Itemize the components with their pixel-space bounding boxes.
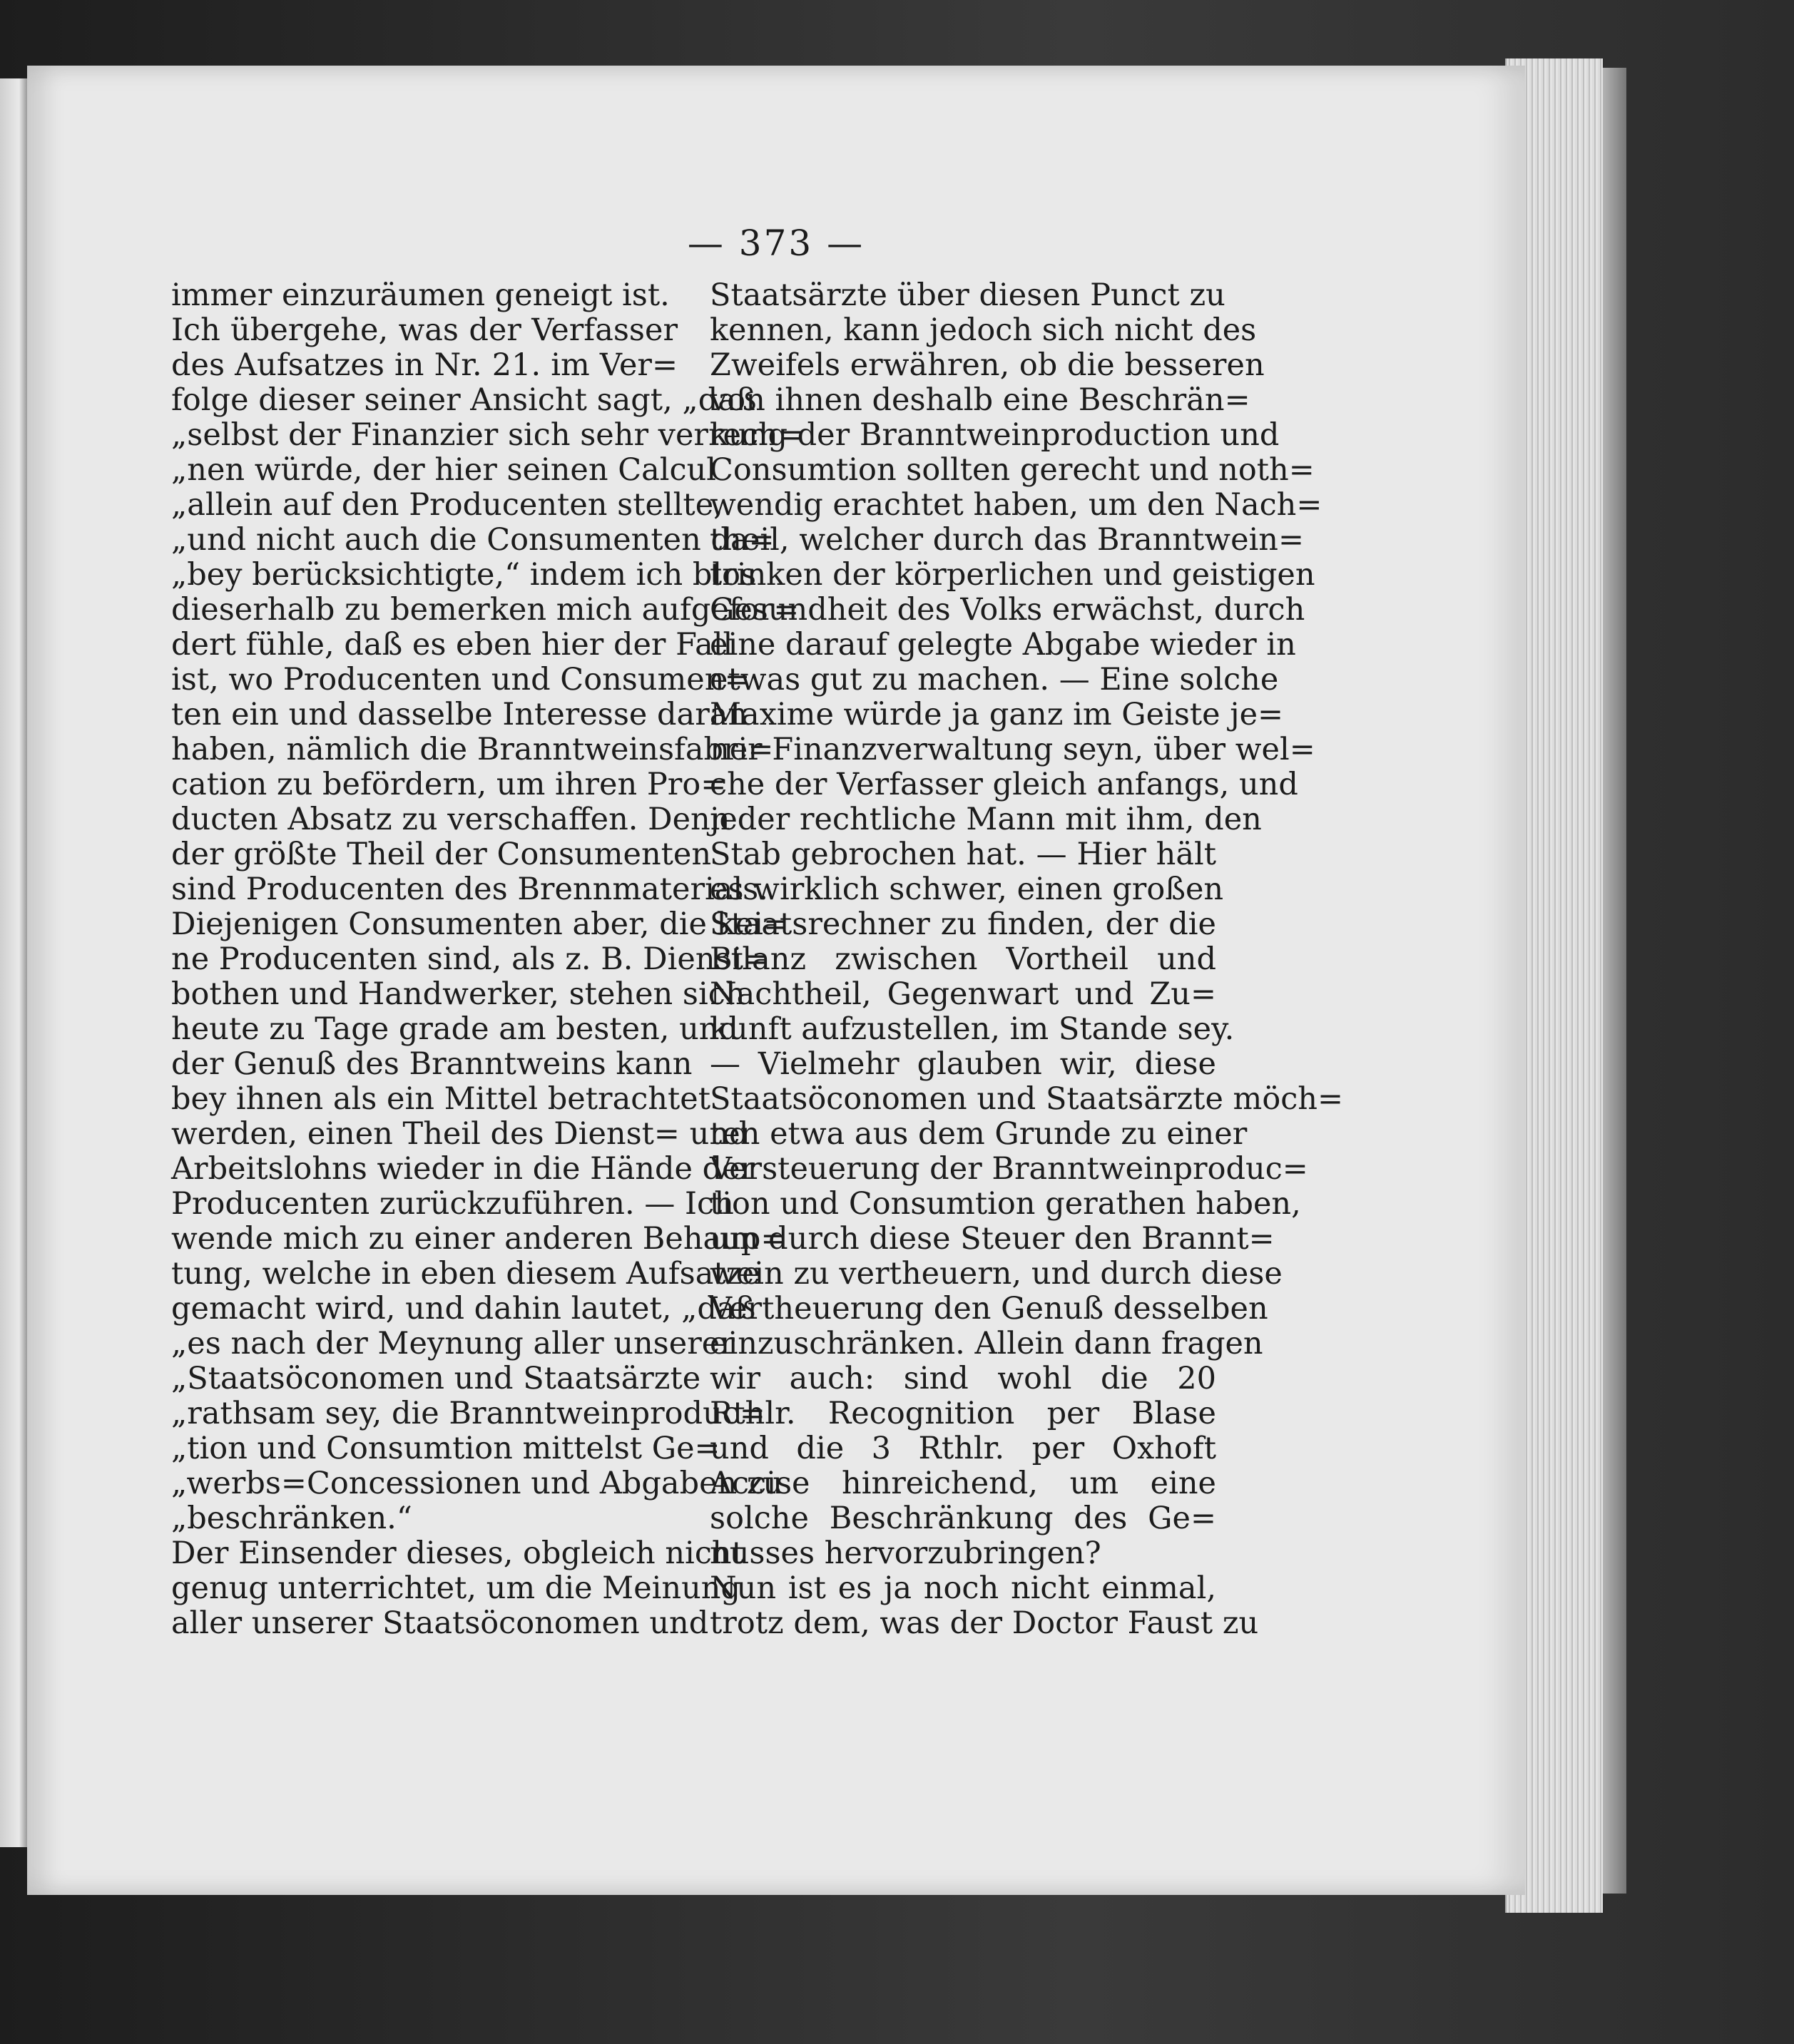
text-line: Staatsöconomen und Staatsärzte möch= [710,1081,1344,1117]
text-line: bothen und Handwerker, stehen sich [171,976,745,1012]
text-line: wende mich zu einer anderen Behaup= [171,1221,787,1257]
facing-page-edge [0,78,29,1847]
text-line: der größte Theil der Consumenten [171,837,712,872]
text-line: „nen würde, der hier seinen Calcul [171,452,717,488]
text-line: „allein auf den Producenten stellte, [171,487,723,523]
text-line: aller unserer Staatsöconomen und [171,1605,709,1641]
text-line: ner Finanzverwaltung seyn, über wel= [710,732,1315,767]
text-line: Gesundheit des Volks erwächst, durch [710,592,1305,628]
text-line: theil, welcher durch das Branntwein= [710,522,1305,558]
text-line: Nun ist es ja noch nicht einmal, [710,1570,1216,1606]
text-line: tung, welche in eben diesem Aufsatze [171,1256,760,1292]
text-line: Versteuerung der Branntweinproduc= [710,1151,1308,1187]
text-line: Diejenigen Consumenten aber, die kei= [171,906,789,942]
text-line: „werbs=Concessionen und Abgaben zu [171,1466,783,1501]
text-line: kung der Branntweinproduction und [710,417,1280,453]
text-line: „beschränken.“ [171,1501,412,1536]
text-line: um durch diese Steuer den Brannt= [710,1221,1275,1257]
text-line: wendig erachtet haben, um den Nach= [710,487,1322,523]
text-line: haben, nämlich die Branntweinsfabri= [171,732,774,767]
text-line: jeder rechtliche Mann mit ihm, den [710,802,1262,837]
text-line: Consumtion sollten gerecht und noth= [710,452,1315,488]
text-line: Ich übergehe, was der Verfasser [171,312,678,348]
text-line: Staatsärzte über diesen Punct zu [710,277,1225,313]
right-text-column [710,277,1344,1641]
text-line: Nachtheil, Gegenwart und Zu= [710,976,1216,1012]
text-line: „und nicht auch die Consumenten da= [171,522,775,558]
text-line: ist, wo Producenten und Consumen= [171,662,750,697]
text-line: dieserhalb zu bemerken mich aufgefor= [171,592,800,628]
text-line: ten etwa aus dem Grunde zu einer [710,1116,1248,1152]
text-line: Producenten zurückzuführen. — Ich [171,1186,734,1222]
text-line: „es nach der Meynung aller unserer [171,1326,735,1361]
text-line: „rathsam sey, die Branntweinproduc= [171,1396,765,1431]
text-line: Rthlr. Recognition per Blase [710,1396,1216,1431]
text-line: nusses hervorzubringen? [710,1535,1101,1571]
text-line: wir auch: sind wohl die 20 [710,1361,1216,1396]
text-line: ducten Absatz zu verschaffen. Denn [171,802,730,837]
text-line: etwas gut zu machen. — Eine solche [710,662,1279,697]
text-line: Stab gebrochen hat. — Hier hält [710,837,1216,872]
text-line: Arbeitslohns wieder in die Hände der [171,1151,755,1187]
text-line: trotz dem, was der Doctor Faust zu [710,1605,1259,1641]
text-line: ten ein und dasselbe Interesse daran [171,697,748,732]
text-line: „bey berücksichtigte,“ indem ich blos [171,557,757,593]
text-line: trinken der körperlichen und geistigen [710,557,1315,593]
text-line: einzuschränken. Allein dann fragen [710,1326,1263,1361]
text-line: sind Producenten des Brennmaterials. [171,872,768,907]
text-line: solche Beschränkung des Ge= [710,1501,1216,1536]
text-line: genug unterrichtet, um die Meinung [171,1570,741,1606]
text-line: bey ihnen als ein Mittel betrachtet [171,1081,711,1117]
text-line: es wirklich schwer, einen großen [710,872,1224,907]
text-line: und die 3 Rthlr. per Oxhoft [710,1431,1216,1466]
text-line: Staatsrechner zu finden, der die [710,906,1216,942]
text-line: Accise hinreichend, um eine [710,1466,1216,1501]
text-line: Zweifels erwähren, ob die besseren [710,347,1265,383]
text-line: Maxime würde ja ganz im Geiste je= [710,697,1284,732]
text-line: des Aufsatzes in Nr. 21. im Ver= [171,347,678,383]
text-line: folge dieser seiner Ansicht sagt, „daß [171,382,757,418]
text-line: wein zu vertheuern, und durch diese [710,1256,1283,1292]
text-line: von ihnen deshalb eine Beschrän= [710,382,1250,418]
text-line: Bilanz zwischen Vortheil und [710,941,1216,977]
text-line: gemacht wird, und dahin lautet, „daß [171,1291,756,1327]
text-line: kunft aufzustellen, im Stande sey. [710,1011,1235,1047]
text-line: dert fühle, daß es eben hier der Fall [171,627,733,663]
text-line: che der Verfasser gleich anfangs, und [710,767,1298,802]
text-line: werden, einen Theil des Dienst= und [171,1116,749,1152]
text-line: Vertheuerung den Genuß desselben [710,1291,1268,1327]
text-line: „tion und Consumtion mittelst Ge= [171,1431,720,1466]
text-line: heute zu Tage grade am besten, und [171,1011,739,1047]
text-line: tion und Consumtion gerathen haben, [710,1186,1301,1222]
text-line: ne Producenten sind, als z. B. Dienst= [171,941,769,977]
text-line: „Staatsöconomen und Staatsärzte [171,1361,701,1396]
text-line: der Genuß des Branntweins kann [171,1046,693,1082]
text-line: eine darauf gelegte Abgabe wieder in [710,627,1296,663]
text-line: Der Einsender dieses, obgleich nicht [171,1535,744,1571]
text-line: immer einzuräumen geneigt ist. [171,277,670,313]
text-line: cation zu befördern, um ihren Pro= [171,767,727,802]
page-number: — 373 — [687,223,865,264]
left-text-column [171,277,804,1641]
text-line: kennen, kann jedoch sich nicht des [710,312,1257,348]
text-line: „selbst der Finanzier sich sehr verrech= [171,417,804,453]
text-line: — Vielmehr glauben wir, diese [710,1046,1216,1082]
